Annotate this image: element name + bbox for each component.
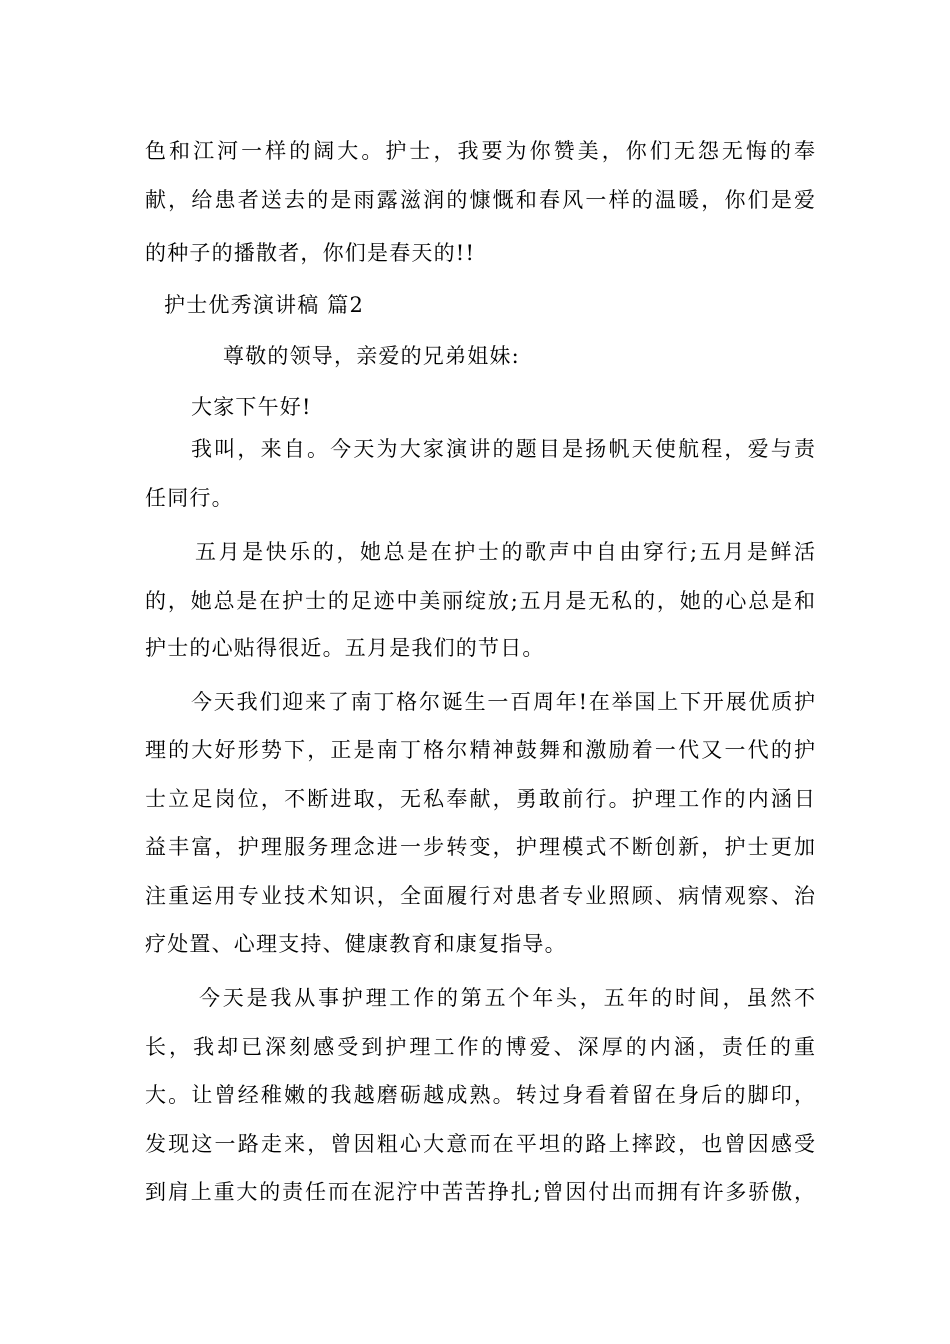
text-line: 五月是快乐的，她总是在护士的歌声中自由穿行;五月是鲜活 [195, 540, 815, 564]
greeting: 大家下午好! [191, 395, 312, 419]
text-line: 注重运用专业技术知识，全面履行对患者专业照顾、病情观察、治 [145, 884, 815, 908]
text-line: 献，给患者送去的是雨露滋润的慷慨和春风一样的温暖，你们是爱 [145, 188, 815, 212]
section-heading: 护士优秀演讲稿 篇2 [164, 293, 365, 317]
text-line: 的种子的播散者，你们是春天的!! [145, 241, 476, 265]
text-line: 疗处置、心理支持、健康教育和康复指导。 [145, 932, 567, 956]
text-line: 发现这一路走来，曾因粗心大意而在平坦的路上摔跤，也曾因感受 [145, 1132, 815, 1156]
salutation: 尊敬的领导，亲爱的兄弟姐妹: [223, 344, 520, 368]
text-line: 士立足岗位，不断进取，无私奉献，勇敢前行。护理工作的内涵日 [145, 787, 815, 811]
text-line: 今天我们迎来了南丁格尔诞生一百周年!在举国上下开展优质护 [191, 690, 815, 714]
text-line: 到肩上重大的责任而在泥泞中苦苦挣扎;曾因付出而拥有许多骄傲， [145, 1180, 815, 1204]
text-line: 的，她总是在护士的足迹中美丽绽放;五月是无私的，她的心总是和 [145, 589, 815, 613]
text-line: 色和江河一样的阔大。护士，我要为你赞美，你们无怨无悔的奉 [145, 139, 815, 163]
text-line: 大。让曾经稚嫩的我越磨砺越成熟。转过身看着留在身后的脚印， [145, 1083, 815, 1107]
text-line: 任同行。 [145, 486, 234, 510]
text-line: 理的大好形势下，正是南丁格尔精神鼓舞和激励着一代又一代的护 [145, 738, 815, 762]
text-line: 益丰富，护理服务理念进一步转变，护理模式不断创新，护士更加 [145, 835, 815, 859]
text-line: 我叫，来自。今天为大家演讲的题目是扬帆天使航程，爱与责 [191, 437, 815, 461]
text-line: 长，我却已深刻感受到护理工作的博爱、深厚的内涵，责任的重 [145, 1035, 815, 1059]
text-line: 护士的心贴得很近。五月是我们的节日。 [145, 636, 545, 660]
text-line: 今天是我从事护理工作的第五个年头，五年的时间，虽然不 [199, 986, 815, 1010]
